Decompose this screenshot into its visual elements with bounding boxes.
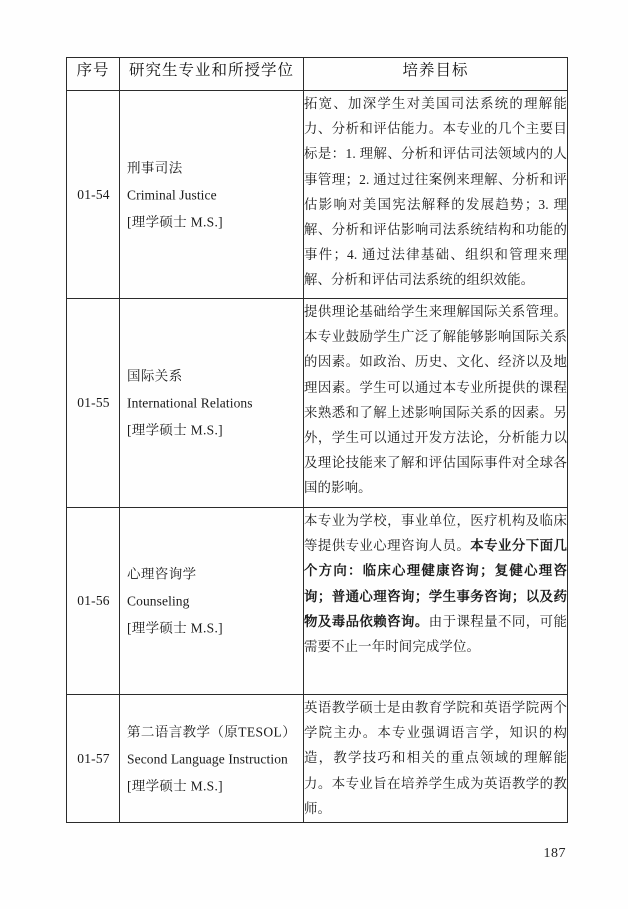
- table-row: [67, 299, 568, 508]
- major-degree: [理学硕士 M.S.]: [127, 620, 223, 636]
- major-name-cn: 国际关系: [127, 368, 183, 384]
- major-name-en: Counseling: [127, 593, 190, 609]
- row-code-cell: [67, 508, 120, 695]
- goal-text: [304, 299, 567, 501]
- graduate-programs-table: [66, 57, 568, 823]
- goal-text: [304, 508, 567, 659]
- column-header-goal: 培养目标: [304, 58, 568, 91]
- table-row: [67, 695, 568, 823]
- major-name-en: Criminal Justice: [127, 187, 217, 202]
- major-block: [127, 718, 299, 799]
- row-code-cell: [67, 299, 120, 508]
- row-goal-cell: [304, 91, 568, 299]
- row-goal-cell: [304, 299, 568, 508]
- row-code: 01-54: [77, 186, 110, 202]
- row-major-cell: [120, 299, 304, 508]
- goal-text-pre: 本专业为学校，事业单位，医疗机构及临床等提供专业心理咨询人员。: [304, 513, 567, 554]
- goal-text-pre: 英语教学硕士是由教育学院和英语学院两个学院主办。本专业强调语言学，知识的构造，教学技巧和相关的重点领域的理解能力。本专业旨在培养学生成为英语教学的教师。: [304, 700, 567, 816]
- row-code-cell: [67, 91, 120, 299]
- row-code: 01-57: [77, 750, 110, 766]
- goal-text: [304, 695, 567, 821]
- row-major-cell: [120, 508, 304, 695]
- major-name-cn: 第二语言教学（原TESOL）: [127, 724, 297, 739]
- row-code: 01-56: [77, 593, 110, 608]
- row-code: 01-55: [77, 395, 110, 410]
- column-header-major: 研究生专业和所授学位: [120, 58, 304, 91]
- row-code-cell: [67, 695, 120, 823]
- column-header-no: 序号: [67, 58, 120, 91]
- major-degree: [理学硕士 M.S.]: [127, 422, 223, 438]
- major-name-en: International Relations: [127, 395, 253, 411]
- major-name-en: Second Language Instruction: [127, 751, 288, 766]
- major-name-cn: 刑事司法: [127, 160, 183, 175]
- page-number: 187: [543, 846, 566, 861]
- major-block: [127, 363, 299, 444]
- major-degree: [理学硕士 M.S.]: [127, 778, 223, 793]
- table-row: [67, 508, 568, 695]
- major-name-cn: 心理咨询学: [127, 566, 197, 582]
- goal-text-bold: 本专业分下面几个方向：临床心理健康咨询；复健心理咨询；普通心理咨询；学生事务咨询；以及药物及毒品依赖咨询。: [304, 538, 567, 629]
- major-block: [127, 561, 299, 642]
- goal-text: [304, 91, 567, 293]
- goal-text-pre: 提供理论基础给学生来理解国际关系管理。本专业鼓励学生广泛了解能够影响国际关系的因素。如政治、历史、文化、经济以及地理因素。学生可以通过本专业所提供的课程来熟悉和了解上述影响国际关系的因素。另外，学生可以通过开发方法论，分析能力以及理论技能来了解和评估国际事件对全球各国的影响。: [304, 304, 567, 496]
- row-major-cell: [120, 91, 304, 299]
- row-goal-cell: [304, 508, 568, 695]
- major-degree: [理学硕士 M.S.]: [127, 214, 223, 229]
- goal-text-post: 由于课程量不同，可能需要不止一年时间完成学位。: [304, 613, 567, 655]
- row-goal-cell: [304, 695, 568, 823]
- row-major-cell: [120, 695, 304, 823]
- table-header-row: [67, 58, 568, 91]
- goal-text-pre: 拓宽、加深学生对美国司法系统的理解能力、分析和评估能力。本专业的几个主要目标是：1. 理解、分析和评估司法领域内的人事管理；2. 通过过往案例来理解、分析和评估影响对美国宪法解释的发展趋势；3. 理解、分析和评估影响司法系统结构和功能的事件；4. 通过法律基础、组织和管理来理解、分析和评估司法系统的组织效能。: [304, 96, 567, 288]
- table-row: [67, 91, 568, 299]
- major-block: [127, 154, 299, 235]
